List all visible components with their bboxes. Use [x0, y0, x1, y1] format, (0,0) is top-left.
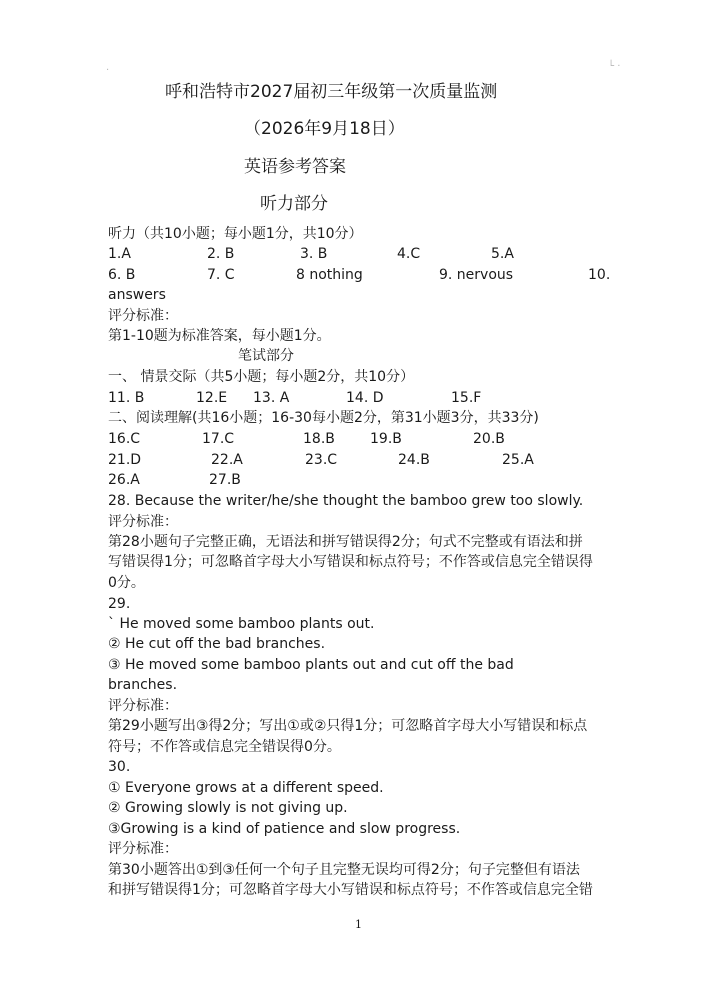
- answer-14: 14. D: [346, 390, 384, 406]
- q30-answer-2: ② Growing slowly is not giving up.: [108, 800, 348, 816]
- answer-16: 16.C: [108, 431, 141, 447]
- subject-title: 英语参考答案: [244, 157, 346, 177]
- answer-22: 22.A: [211, 452, 243, 468]
- q30-answer-3: ③Growing is a kind of patience and slow progress.: [108, 821, 461, 837]
- answer-1: 1.A: [108, 246, 131, 262]
- listening-heading: 听力（共10小题；每小题1分，共10分）: [108, 226, 363, 242]
- q28-answer: 28. Because the writer/he/she thought the bamboo grew too slowly.: [108, 493, 584, 509]
- answer-7: 7. C: [207, 267, 235, 283]
- answer-9: 9. nervous: [439, 267, 514, 283]
- answer-23: 23.C: [305, 452, 338, 468]
- q29-answer-2: ② He cut off the bad branches.: [108, 636, 326, 652]
- answer-20: 20.B: [473, 431, 505, 447]
- answer-5: 5.A: [491, 246, 514, 262]
- q29-criteria-line2: 符号；不作答或信息完全错误得0分。: [108, 739, 341, 755]
- answer-13: 13. A: [253, 390, 290, 406]
- written-section-title: 笔试部分: [238, 348, 294, 364]
- answer-12: 12.E: [196, 390, 228, 406]
- q29-number: 29.: [108, 596, 131, 612]
- answer-26: 26.A: [108, 472, 140, 488]
- q29-answer-1: ` He moved some bamboo plants out.: [108, 616, 375, 632]
- q30-criteria-line2: 和拼写错误得1分；可忽略首字母大小写错误和标点符号；不作答或信息完全错: [108, 882, 593, 898]
- answer-17: 17.C: [202, 431, 235, 447]
- answer-19: 19.B: [370, 431, 402, 447]
- page-title: 呼和浩特市2027届初三年级第一次质量监测: [165, 82, 498, 102]
- answer-4: 4.C: [397, 246, 421, 262]
- page-number: 1: [355, 918, 362, 931]
- q28-criteria-line1: 第28小题句子完整正确，无语法和拼写错误得2分；句式不完整或有语法和拼: [108, 534, 583, 550]
- answer-25: 25.A: [502, 452, 534, 468]
- answer-3: 3. B: [300, 246, 328, 262]
- answer-15: 15.F: [451, 390, 482, 406]
- q29-criteria-label: 评分标准：: [108, 698, 178, 714]
- section1-heading: 一、 情景交际（共5小题；每小题2分，共10分）: [108, 369, 415, 385]
- q28-criteria-label: 评分标准：: [108, 514, 178, 530]
- q30-criteria-label: 评分标准：: [108, 841, 178, 857]
- answer-18: 18.B: [303, 431, 335, 447]
- exam-date: （2026年9月18日）: [244, 119, 405, 139]
- answer-10-number: 10.: [588, 267, 611, 283]
- answer-24: 24.B: [398, 452, 430, 468]
- scan-speck-left: ·: [106, 65, 110, 76]
- section2-heading: 二、阅读理解(共16小题；16-30每小题2分，第31小题3分，共33分): [108, 410, 539, 426]
- answer-8: 8 nothing: [296, 267, 363, 283]
- answer-21: 21.D: [108, 452, 142, 468]
- answer-11: 11. B: [108, 390, 145, 406]
- q28-criteria-line3: 0分。: [108, 575, 145, 591]
- q28-criteria-line2: 写错误得1分；可忽略首字母大小写错误和标点符号；不作答或信息完全错误得: [108, 554, 593, 570]
- listening-criteria-label: 评分标准：: [108, 308, 178, 324]
- q30-number: 30.: [108, 759, 131, 775]
- answer-6: 6. B: [108, 267, 136, 283]
- answer-2: 2. B: [207, 246, 235, 262]
- q30-answer-1: ① Everyone grows at a different speed.: [108, 780, 384, 796]
- q30-criteria-line1: 第30小题答出①到③任何一个句子且完整无误均可得2分；句子完整但有语法: [108, 862, 580, 878]
- listening-section-title: 听力部分: [260, 194, 328, 214]
- answer-10-text: answers: [108, 287, 166, 303]
- q29-criteria-line1: 第29小题写出③得2分；写出①或②只得1分；可忽略首字母大小写错误和标点: [108, 718, 588, 734]
- answer-27: 27.B: [209, 472, 241, 488]
- q29-answer-3-line1: ③ He moved some bamboo plants out and cut off the bad: [108, 657, 514, 673]
- listening-criteria: 第1-10题为标准答案，每小题1分。: [108, 328, 331, 344]
- q29-answer-3-line2: branches.: [108, 677, 178, 693]
- scan-speck-right: └ ·: [608, 61, 621, 72]
